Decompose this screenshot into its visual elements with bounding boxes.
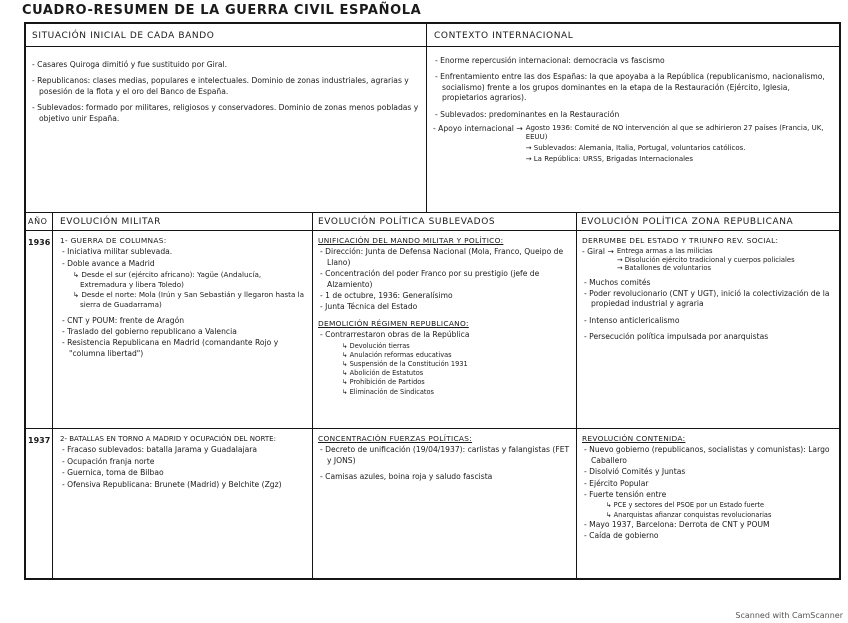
list-item: ↳ Suspensión de la Constitución 1931	[342, 360, 468, 369]
list-item: Agosto 1936: Comité de NO intervención al que se adhirieron 27 países (Francia, UK, EEUU)	[525, 124, 824, 142]
list-item: ↳ Abolición de Estatutos	[342, 369, 424, 378]
year-1937: 1937	[28, 436, 51, 445]
list-item: → La República: URSS, Brigadas Internacionales	[525, 155, 694, 164]
header-evolucion-republicana: EVOLUCIÓN POLÍTICA ZONA REPUBLICANA	[581, 217, 794, 227]
apoyo-label: Apoyo internacional	[438, 124, 514, 134]
situacion-inicial-content	[30, 60, 420, 125]
list-item: - Enorme repercusión internacional: democracia vs fascismo	[435, 56, 665, 65]
camscanner-watermark: Scanned with CamScanner	[735, 611, 843, 620]
list-item: ↳ Anulación reformas educativas	[342, 350, 452, 359]
header-situacion-inicial: SITUACIÓN INICIAL DE CADA BANDO	[32, 31, 215, 41]
divider-military-column	[312, 213, 313, 579]
list-item: - Fracaso sublevados: batalla Jarama y Guadalajara	[62, 445, 258, 455]
list-item: - Poder revolucionario (CNT y UGT), inició la colectivización de la propiedad industrial y agraria	[584, 289, 830, 309]
list-item: → Disolución ejército tradicional y cuerpos policiales	[616, 255, 795, 264]
list-item: - Intenso anticlericalismo	[584, 315, 680, 325]
list-item: - Ocupación franja norte	[62, 456, 155, 466]
divider-year-column	[52, 213, 53, 579]
divider-header-row	[25, 230, 840, 231]
militar-1936	[60, 236, 308, 360]
list-item: ↳ Desde el norte: Mola (Irún y San Sebastián y llegaron hasta la sierra de Guadarrama)	[73, 290, 305, 309]
list-item: - Sublevados: predominantes en la Restauración	[435, 109, 620, 119]
list-item: - Republicanos: clases medias, populares e intelectuales. Dominio de zonas industriales, agrarias y posesión de la flota y el oro del Banco de España.	[32, 76, 409, 96]
list-item: → Sublevados: Alemania, Italia, Portugal, voluntarios católicos.	[525, 144, 746, 153]
sublevados-1936	[318, 236, 572, 397]
section-title: DERRUMBE DEL ESTADO Y TRIUNFO REV. SOCIAL:	[582, 236, 779, 245]
divider-1936-1937	[25, 428, 840, 429]
list-item: - Dirección: Junta de Defensa Nacional (Mola, Franco, Queipo de Llano)	[320, 247, 564, 267]
list-item: Entrega armas a las milicias	[616, 247, 713, 256]
divider-top-bottom	[25, 212, 840, 213]
list-item: - Decreto de unificación (19/04/1937): carlistas y falangistas (FET y JONS)	[320, 445, 570, 465]
section-title: DEMOLICIÓN RÉGIMEN REPUBLICANO:	[318, 318, 469, 328]
list-item: - Camisas azules, boina roja y saludo fascista	[320, 472, 493, 482]
list-item: - Mayo 1937, Barcelona: Derrota de CNT y POUM	[584, 519, 770, 529]
list-item: ↳ Eliminación de Sindicatos	[342, 387, 434, 396]
list-item: - Contrarrestaron obras de la República	[320, 330, 470, 340]
divider-sublevados-column	[576, 213, 577, 579]
list-item: - Casares Quiroga dimitió y fue sustituido por Giral.	[32, 60, 228, 69]
republicana-1937	[582, 434, 836, 543]
list-item: - Caída de gobierno	[584, 531, 659, 541]
list-item: - Disolvió Comités y Juntas	[584, 467, 686, 477]
list-item: - Junta Técnica del Estado	[320, 302, 418, 312]
list-item: - Ejército Popular	[584, 478, 649, 488]
divider-top-middle	[426, 23, 427, 213]
list-item: - Nuevo gobierno (republicanos, socialistas y comunistas): Largo Caballero	[584, 445, 830, 465]
section-title: 1- GUERRA DE COLUMNAS:	[60, 236, 167, 245]
list-item: ↳ PCE y sectores del PSOE por un Estado fuerte	[606, 501, 765, 510]
list-item: - Ofensiva Republicana: Brunete (Madrid) y Belchite (Zgz)	[62, 479, 282, 489]
list-item: - 1 de octubre, 1936: Generalísimo	[320, 291, 453, 301]
year-1936: 1936	[28, 238, 51, 247]
list-item: → Batallones de voluntarios	[616, 264, 712, 273]
list-item: - Doble avance a Madrid	[62, 258, 155, 268]
sublevados-1937	[318, 434, 572, 484]
list-item: - Muchos comités	[584, 277, 651, 287]
list-item: - Fuerte tensión entre	[584, 490, 667, 500]
list-item: - Resistencia Republicana en Madrid (comandante Rojo y "columna libertad")	[62, 338, 279, 358]
list-item: - CNT y POUM: frente de Aragón	[62, 315, 185, 325]
page-title: CUADRO-RESUMEN DE LA GUERRA CIVIL ESPAÑOLA	[22, 3, 422, 18]
list-item: ↳ Anarquistas afianzar conquistas revolucionarias	[606, 510, 772, 519]
list-item: - Iniciativa militar sublevada.	[62, 247, 173, 257]
header-contexto-internacional: CONTEXTO INTERNACIONAL	[434, 31, 574, 41]
list-item: ↳ Desde el sur (ejército africano): Yagüe (Andalucía, Extremadura y libera Toledo)	[73, 270, 262, 289]
list-item: - Traslado del gobierno republicano a Valencia	[62, 327, 237, 336]
list-item: - Sublevados: formado por militares, religiosos y conservadores. Dominio de zonas menos pobladas y objetivo unir España.	[32, 103, 419, 123]
header-year: AÑO	[28, 217, 48, 226]
section-title: UNIFICACIÓN DEL MANDO MILITAR Y POLÍTICO:	[318, 236, 504, 245]
section-title: REVOLUCIÓN CONTENIDA:	[582, 434, 686, 443]
divider-header-top	[25, 46, 840, 47]
header-evolucion-militar: EVOLUCIÓN MILITAR	[60, 217, 162, 227]
list-item: ↳ Prohibición de Partidos	[342, 378, 425, 387]
list-item: ↳ Devolución tierras	[342, 341, 410, 350]
section-title: 2- BATALLAS EN TORNO A MADRID Y OCUPACIÓN DEL NORTE:	[60, 435, 276, 443]
list-item: - Enfrentamiento entre las dos Españas: la que apoyaba a la República (republicanismo, nacionalismo, socialismo) frente a los grupos dominantes en la etapa de la Restauración (Ejército, Iglesia, propietarios agrarios).	[435, 72, 825, 103]
list-item: - Guernica, toma de Bilbao	[62, 468, 164, 478]
contexto-internacional-content	[433, 56, 837, 164]
giral-group: - Giral → Entrega armas a las milicias → Disolución ejército tradicional y cuerpos policiales → Batallones de voluntarios	[582, 247, 836, 272]
republicana-1936	[582, 236, 836, 344]
list-item: - Persecución política impulsada por anarquistas	[584, 332, 769, 342]
header-evolucion-sublevados: EVOLUCIÓN POLÍTICA SUBLEVADOS	[318, 217, 496, 227]
section-title: CONCENTRACIÓN FUERZAS POLÍTICAS:	[318, 434, 473, 443]
apoyo-internacional: - Apoyo internacional → Agosto 1936: Comité de NO intervención al que se adhirieron 27 países (Francia, UK, EEUU) → Sublevados: Alemania, Italia, Portugal, voluntarios católicos. → La República: URSS, Brigadas Internacionales	[433, 124, 837, 164]
militar-1937	[60, 434, 308, 491]
list-item: - Concentración del poder Franco por su prestigio (jefe de Alzamiento)	[320, 269, 540, 289]
